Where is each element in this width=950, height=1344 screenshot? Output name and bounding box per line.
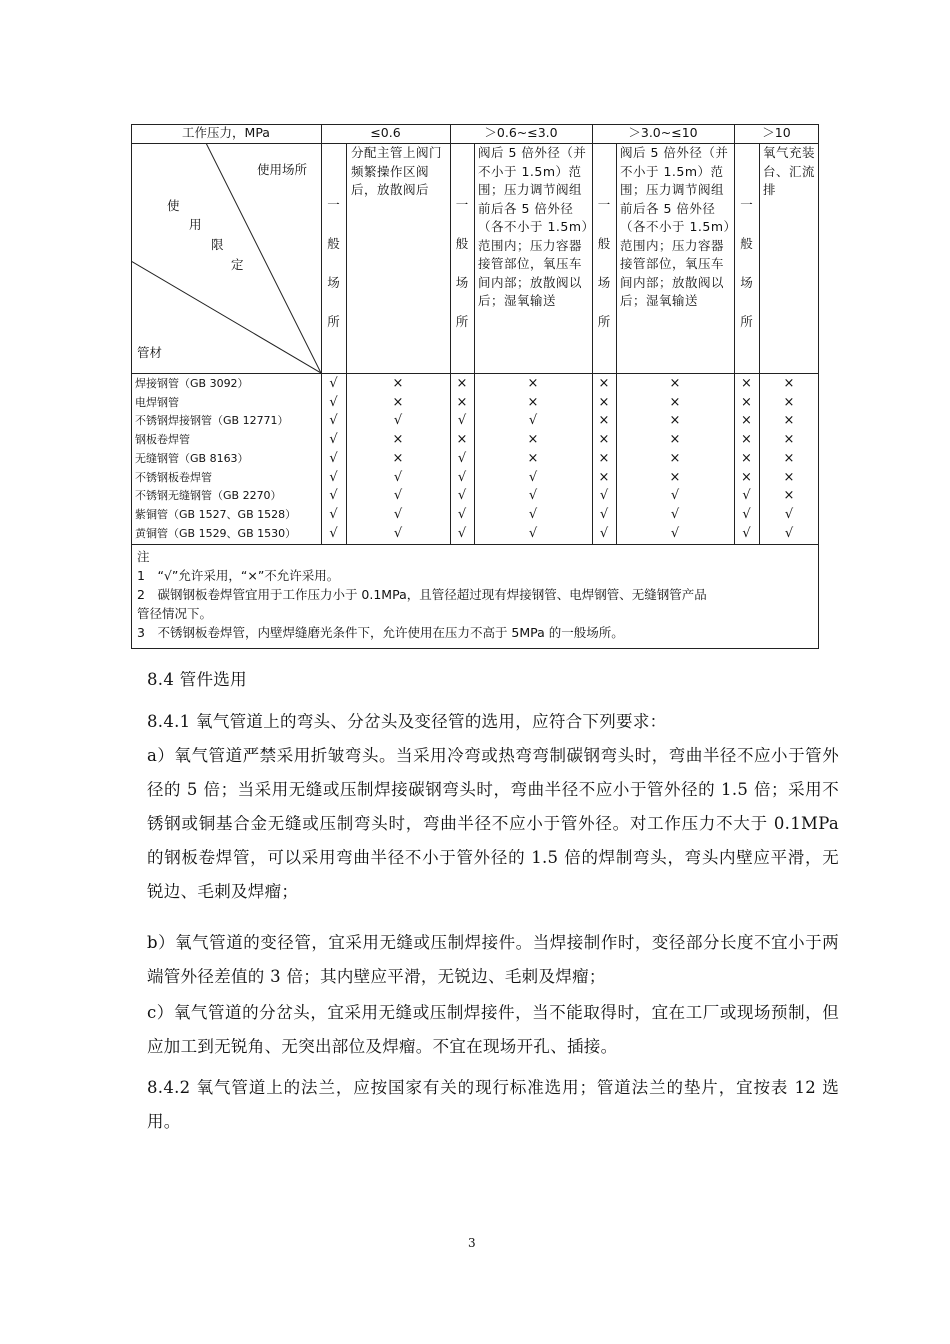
material-name: 焊接钢管（GB 3092） bbox=[135, 377, 249, 390]
table-mark: × bbox=[669, 413, 681, 429]
table-mark: √ bbox=[528, 413, 538, 429]
table-mark: √ bbox=[599, 506, 609, 522]
section-8-4-1: 8.4.1 氧气管道上的弯头、分岔头及变径管的选用，应符合下列要求： bbox=[147, 712, 667, 731]
table-mark: √ bbox=[329, 450, 338, 466]
note-2b: 管径情况下。 bbox=[137, 606, 213, 621]
material-name: 不锈钢无缝钢管（GB 2270） bbox=[135, 489, 282, 503]
table-mark: √ bbox=[393, 506, 403, 522]
table-mark: × bbox=[741, 450, 752, 466]
col-line bbox=[616, 143, 617, 544]
general-char: 般 bbox=[740, 236, 753, 251]
table-mark: × bbox=[783, 469, 795, 485]
table-mark: √ bbox=[599, 525, 609, 541]
table-mark: √ bbox=[329, 469, 338, 485]
section-8-4-2-text: 8.4.2 氧气管道上的法兰，应按国家有关的现行标准选用；管道法兰的垫片，宜按表 12 选用。 bbox=[147, 1078, 839, 1131]
material-name: 无缝钢管（GB 8163） bbox=[135, 451, 249, 465]
table-mark: × bbox=[456, 432, 468, 448]
table-mark: × bbox=[669, 432, 681, 448]
table-mark: √ bbox=[742, 488, 751, 504]
general-char: 场 bbox=[597, 275, 611, 290]
table-mark: × bbox=[783, 394, 795, 410]
table-mark: × bbox=[783, 450, 795, 466]
col-line bbox=[321, 124, 322, 544]
table-mark: × bbox=[741, 394, 752, 410]
table-mark: √ bbox=[457, 469, 467, 485]
table-mark: √ bbox=[329, 525, 338, 541]
table-mark: × bbox=[527, 376, 539, 391]
material-name: 紫铜管（GB 1527、GB 1528） bbox=[135, 507, 297, 521]
table-mark: × bbox=[741, 432, 752, 448]
table-mark: × bbox=[741, 413, 752, 429]
table-mark: √ bbox=[784, 506, 794, 522]
table-mark: × bbox=[783, 432, 795, 448]
table-mark: √ bbox=[329, 488, 338, 504]
col-header-2: ＞0.6~≤3.0 bbox=[484, 125, 558, 140]
table-mark: × bbox=[598, 376, 610, 391]
table-mark: √ bbox=[670, 488, 680, 504]
table-mark: × bbox=[598, 450, 610, 466]
general-char: 所 bbox=[327, 314, 340, 329]
material-label: 管材 bbox=[137, 345, 163, 360]
general-char: 般 bbox=[327, 236, 340, 251]
table-mark: × bbox=[783, 376, 795, 391]
table-mark: × bbox=[527, 394, 539, 410]
limit-char-4: 定 bbox=[231, 257, 244, 272]
usage-label: 使用场所 bbox=[257, 162, 308, 177]
place-desc-4: 氧气充装台、汇流排 bbox=[763, 145, 816, 197]
section-8-4-2 bbox=[111, 1071, 839, 1139]
table-mark: × bbox=[741, 376, 752, 391]
table-mark: √ bbox=[329, 506, 338, 522]
table-mark: × bbox=[598, 413, 610, 429]
general-place-col-1 bbox=[321, 196, 346, 330]
table-mark: √ bbox=[393, 413, 403, 429]
table-mark: √ bbox=[457, 413, 467, 429]
pressure-label: 工作压力，MPa bbox=[182, 125, 270, 140]
material-name: 不锈钢焊接钢管（GB 12771） bbox=[135, 414, 289, 428]
table-mark: √ bbox=[457, 506, 467, 522]
table-mark: √ bbox=[457, 525, 467, 541]
paragraph-a-text: a）氧气管道严禁采用折皱弯头。当采用冷弯或热弯弯制碳钢弯头时，弯曲半径不应小于管外径的 5 倍；当采用无缝或压制焊接碳钢弯头时，弯曲半径不应小于管外径的 1.5 倍；采用不锈钢或铜基合金无缝或压制弯头时，弯曲半径不应小于管外径。对工作压力不大于 0.1MPa 的钢板卷焊管，可以采用弯曲半径不小于管外径的 1.5 倍的焊制弯头，弯头内壁应平滑，无锐边、毛刺及焊瘤； bbox=[147, 746, 839, 901]
table-mark: × bbox=[598, 394, 610, 410]
col-header-1: ≤0.6 bbox=[370, 125, 401, 140]
table-mark: √ bbox=[670, 506, 680, 522]
material-name: 钢板卷焊管 bbox=[135, 433, 190, 447]
table-mark: √ bbox=[329, 432, 338, 448]
material-name: 电焊钢管 bbox=[135, 395, 179, 409]
paragraph-a bbox=[111, 739, 839, 909]
general-char: 一 bbox=[455, 197, 469, 212]
general-char: 一 bbox=[597, 197, 611, 212]
row-line bbox=[131, 544, 819, 545]
table-mark: × bbox=[392, 432, 404, 448]
material-name: 黄铜管（GB 1529、GB 1530） bbox=[135, 526, 297, 540]
table-mark: × bbox=[741, 469, 752, 485]
col-line bbox=[759, 143, 760, 544]
table-mark: √ bbox=[329, 394, 338, 410]
col-header-4: ＞10 bbox=[762, 125, 791, 140]
general-char: 场 bbox=[740, 275, 753, 290]
table-mark: × bbox=[598, 469, 610, 485]
table-mark: √ bbox=[457, 488, 467, 504]
col-line bbox=[346, 143, 347, 544]
table-mark: √ bbox=[329, 413, 338, 429]
col-line bbox=[450, 124, 451, 544]
section-8-4-heading: 8.4 管件选用 bbox=[147, 670, 247, 689]
general-place-col-3 bbox=[592, 196, 616, 330]
place-desc-2: 阀后 5 倍外径（并不小于 1.5m）范围；压力调节阀组前后各 5 倍外径（各不小于 1.5m）范围内；压力容器接管部位，氧压车间内部；放散阀以后；湿氧输送 bbox=[478, 145, 589, 308]
table-mark: √ bbox=[329, 376, 338, 391]
table-mark: × bbox=[392, 394, 404, 410]
material-name: 不锈钢板卷焊管 bbox=[135, 470, 212, 484]
paragraph-b-text: b）氧气管道的变径管，宜采用无缝或压制焊接件。当焊接制作时，变径部分长度不宜小于两端管外径差值的 3 倍；其内壁应平滑，无锐边、毛刺及焊瘤； bbox=[147, 933, 839, 986]
table-mark: × bbox=[783, 488, 795, 504]
table-mark: × bbox=[392, 376, 404, 391]
limit-char-2: 用 bbox=[189, 217, 202, 232]
general-place-col-2 bbox=[450, 196, 474, 330]
table-notes bbox=[137, 547, 817, 642]
table-mark: √ bbox=[393, 488, 403, 504]
table-mark: √ bbox=[528, 488, 538, 504]
table-mark: × bbox=[392, 450, 404, 466]
paragraph-b bbox=[111, 926, 839, 994]
place-desc-1: 分配主管上阀门频繁操作区阀后，放散阀后 bbox=[351, 145, 443, 197]
table-mark: √ bbox=[670, 525, 680, 541]
table-mark: × bbox=[669, 469, 681, 485]
table-mark: √ bbox=[457, 450, 467, 466]
table-mark: √ bbox=[742, 506, 751, 522]
table-mark: × bbox=[527, 450, 539, 466]
col-line bbox=[734, 124, 735, 544]
table-mark: × bbox=[669, 450, 681, 466]
col-header-3: ＞3.0~≤10 bbox=[628, 125, 698, 140]
table-mark: × bbox=[527, 432, 539, 448]
general-place-col-4 bbox=[734, 196, 759, 330]
general-char: 般 bbox=[455, 236, 469, 251]
row-line bbox=[131, 373, 819, 374]
limit-char-3: 限 bbox=[211, 237, 224, 252]
table-mark: × bbox=[598, 432, 610, 448]
general-char: 场 bbox=[455, 275, 469, 290]
col-line bbox=[592, 124, 593, 544]
general-char: 所 bbox=[597, 314, 611, 329]
table-mark: √ bbox=[784, 525, 794, 541]
col-line bbox=[474, 143, 475, 544]
table-mark: √ bbox=[393, 469, 403, 485]
notes-title: 注 bbox=[137, 549, 150, 564]
general-char: 一 bbox=[740, 197, 753, 212]
page-number: 3 bbox=[468, 1236, 476, 1250]
table-mark: × bbox=[456, 376, 468, 391]
table-mark: √ bbox=[528, 469, 538, 485]
note-2a: 2 碳钢钢板卷焊管宜用于工作压力小于 0.1MPa，且管径超过现有焊接钢管、电焊钢管、无缝钢管产品 bbox=[137, 587, 707, 602]
place-desc-3: 阀后 5 倍外径（并不小于 1.5m）范围；压力调节阀组前后各 5 倍外径（各不小于 1.5m）范围内；压力容器接管部位，氧压车间内部；放散阀以后；湿氧输送 bbox=[620, 145, 731, 308]
general-char: 般 bbox=[597, 236, 611, 251]
general-char: 所 bbox=[740, 314, 753, 329]
table-mark: √ bbox=[393, 525, 403, 541]
limit-char-1: 使 bbox=[167, 198, 180, 213]
table-mark: √ bbox=[599, 488, 609, 504]
general-char: 一 bbox=[327, 197, 340, 212]
table-mark: √ bbox=[528, 506, 538, 522]
paragraph-c bbox=[111, 996, 839, 1064]
note-1: 1 “√”允许采用，“×”不允许采用。 bbox=[137, 568, 340, 583]
general-char: 所 bbox=[455, 314, 469, 329]
table-mark: × bbox=[783, 413, 795, 429]
table-mark: × bbox=[669, 376, 681, 391]
note-3: 3 不锈钢板卷焊管，内壁焊缝磨光条件下，允许使用在压力不高于 5MPa 的一般场所。 bbox=[137, 625, 624, 640]
general-char: 场 bbox=[327, 275, 340, 290]
table-mark: × bbox=[669, 394, 681, 410]
pipe-material-table bbox=[131, 124, 819, 649]
table-mark: √ bbox=[742, 525, 751, 541]
table-mark: √ bbox=[528, 525, 538, 541]
paragraph-c-text: c）氧气管道的分岔头，宜采用无缝或压制焊接件，当不能取得时，宜在工厂或现场预制，但应加工到无锐角、无突出部位及焊瘤。不宜在现场开孔、插接。 bbox=[147, 1003, 839, 1056]
table-mark: × bbox=[456, 394, 468, 410]
